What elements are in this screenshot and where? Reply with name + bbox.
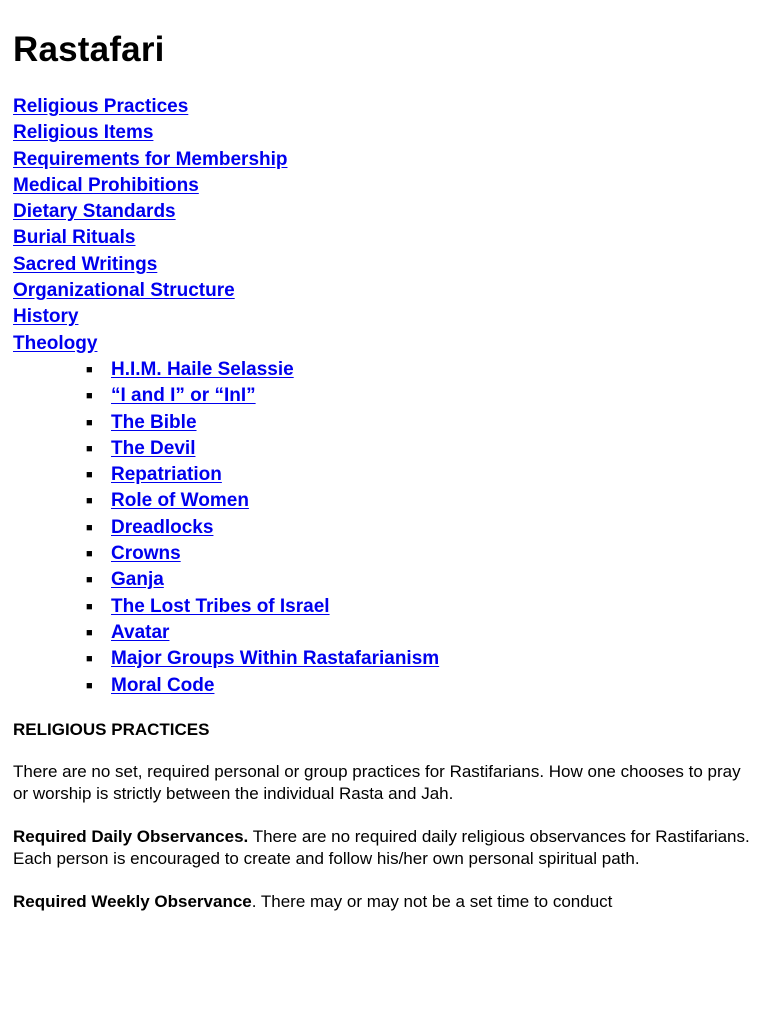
- toc-link-requirements-for-membership[interactable]: Requirements for Membership: [13, 148, 288, 170]
- bullet-square-icon: ■: [86, 390, 93, 403]
- subtopic-link-the-devil[interactable]: The Devil: [111, 437, 196, 459]
- toc-link-religious-items[interactable]: Religious Items: [13, 122, 154, 144]
- toc-link-theology[interactable]: Theology: [13, 332, 98, 354]
- subtopic-link-the-bible[interactable]: The Bible: [111, 411, 197, 433]
- document: [13, 28, 753, 913]
- bullet-square-icon: ■: [86, 442, 93, 455]
- bullet-square-icon: ■: [86, 363, 93, 376]
- bullet-square-icon: ■: [86, 521, 93, 534]
- subtopic-item: [13, 646, 753, 672]
- toc-item: [13, 252, 753, 278]
- theology-subtopics: [13, 357, 753, 699]
- toc-item: [13, 278, 753, 304]
- page-title: Rastafari: [13, 30, 165, 69]
- toc-item: [13, 94, 753, 120]
- weekly-observance-text: . There may or may not be a set time to conduct: [251, 891, 613, 911]
- subtopic-item: [13, 515, 753, 541]
- subtopic-item: [13, 436, 753, 462]
- toc-item: [13, 147, 753, 173]
- subtopic-item: [13, 567, 753, 593]
- bullet-square-icon: ■: [86, 626, 93, 639]
- daily-observances-paragraph: [13, 826, 753, 871]
- toc-link-sacred-writings[interactable]: Sacred Writings: [13, 253, 158, 275]
- toc-item: [13, 120, 753, 146]
- subtopic-link-avatar[interactable]: Avatar: [111, 621, 170, 643]
- toc-link-dietary-standards[interactable]: Dietary Standards: [13, 201, 176, 223]
- toc-link-religious-practices[interactable]: Religious Practices: [13, 96, 189, 117]
- toc-item: [13, 199, 753, 225]
- bullet-square-icon: ■: [86, 653, 93, 666]
- subtopic-link-i-and-i[interactable]: “I and I” or “InI”: [111, 385, 256, 407]
- subtopic-link-moral-code[interactable]: Moral Code: [111, 674, 215, 696]
- subtopic-link-lost-tribes-of-israel[interactable]: The Lost Tribes of Israel: [111, 595, 330, 617]
- bullet-square-icon: ■: [86, 574, 93, 587]
- intro-paragraph: There are no set, required personal or group practices for Rastifarians. How one chooses to pray or worship is strictly between the individual Rasta and Jah.: [13, 761, 741, 804]
- bullet-square-icon: ■: [86, 600, 93, 613]
- table-of-contents: [13, 94, 753, 357]
- subtopic-link-crowns[interactable]: Crowns: [111, 543, 181, 565]
- subtopic-item: [13, 594, 753, 620]
- bullet-square-icon: ■: [86, 679, 93, 692]
- subtopic-link-dreadlocks[interactable]: Dreadlocks: [111, 516, 214, 538]
- subtopic-link-major-groups[interactable]: Major Groups Within Rastafarianism: [111, 648, 440, 670]
- toc-item: [13, 173, 753, 199]
- subtopic-item: [13, 383, 753, 409]
- subtopic-item: [13, 673, 753, 699]
- toc-link-burial-rituals[interactable]: Burial Rituals: [13, 227, 136, 249]
- subtopic-link-role-of-women[interactable]: Role of Women: [111, 490, 249, 512]
- subtopic-item: [13, 488, 753, 514]
- weekly-observance-paragraph: [13, 891, 753, 914]
- toc-link-organizational-structure[interactable]: Organizational Structure: [13, 280, 235, 302]
- daily-observances-text: There are no required daily religious observances for Rastifarians. Each person is encouraged to create and follow his/her own personal spiritual path.: [13, 826, 750, 869]
- subtopic-link-haile-selassie[interactable]: H.I.M. Haile Selassie: [111, 358, 294, 380]
- toc-item: [13, 225, 753, 251]
- daily-observances-label: Required Daily Observances.: [13, 826, 249, 846]
- bullet-square-icon: ■: [86, 548, 93, 561]
- toc-item: [13, 304, 753, 330]
- subtopic-item: [13, 541, 753, 567]
- bullet-square-icon: ■: [86, 416, 93, 429]
- toc-link-history[interactable]: History: [13, 306, 79, 328]
- subtopic-item: [13, 357, 753, 383]
- toc-link-medical-prohibitions[interactable]: Medical Prohibitions: [13, 174, 199, 196]
- section-heading: RELIGIOUS PRACTICES: [13, 719, 210, 739]
- weekly-observance-label: Required Weekly Observance: [13, 891, 252, 911]
- subtopic-item: [13, 410, 753, 436]
- subtopic-link-ganja[interactable]: Ganja: [111, 569, 164, 591]
- subtopic-item: [13, 462, 753, 488]
- bullet-square-icon: ■: [86, 469, 93, 482]
- bullet-square-icon: ■: [86, 495, 93, 508]
- toc-item: [13, 331, 753, 357]
- subtopic-item: [13, 620, 753, 646]
- subtopic-link-repatriation[interactable]: Repatriation: [111, 464, 222, 486]
